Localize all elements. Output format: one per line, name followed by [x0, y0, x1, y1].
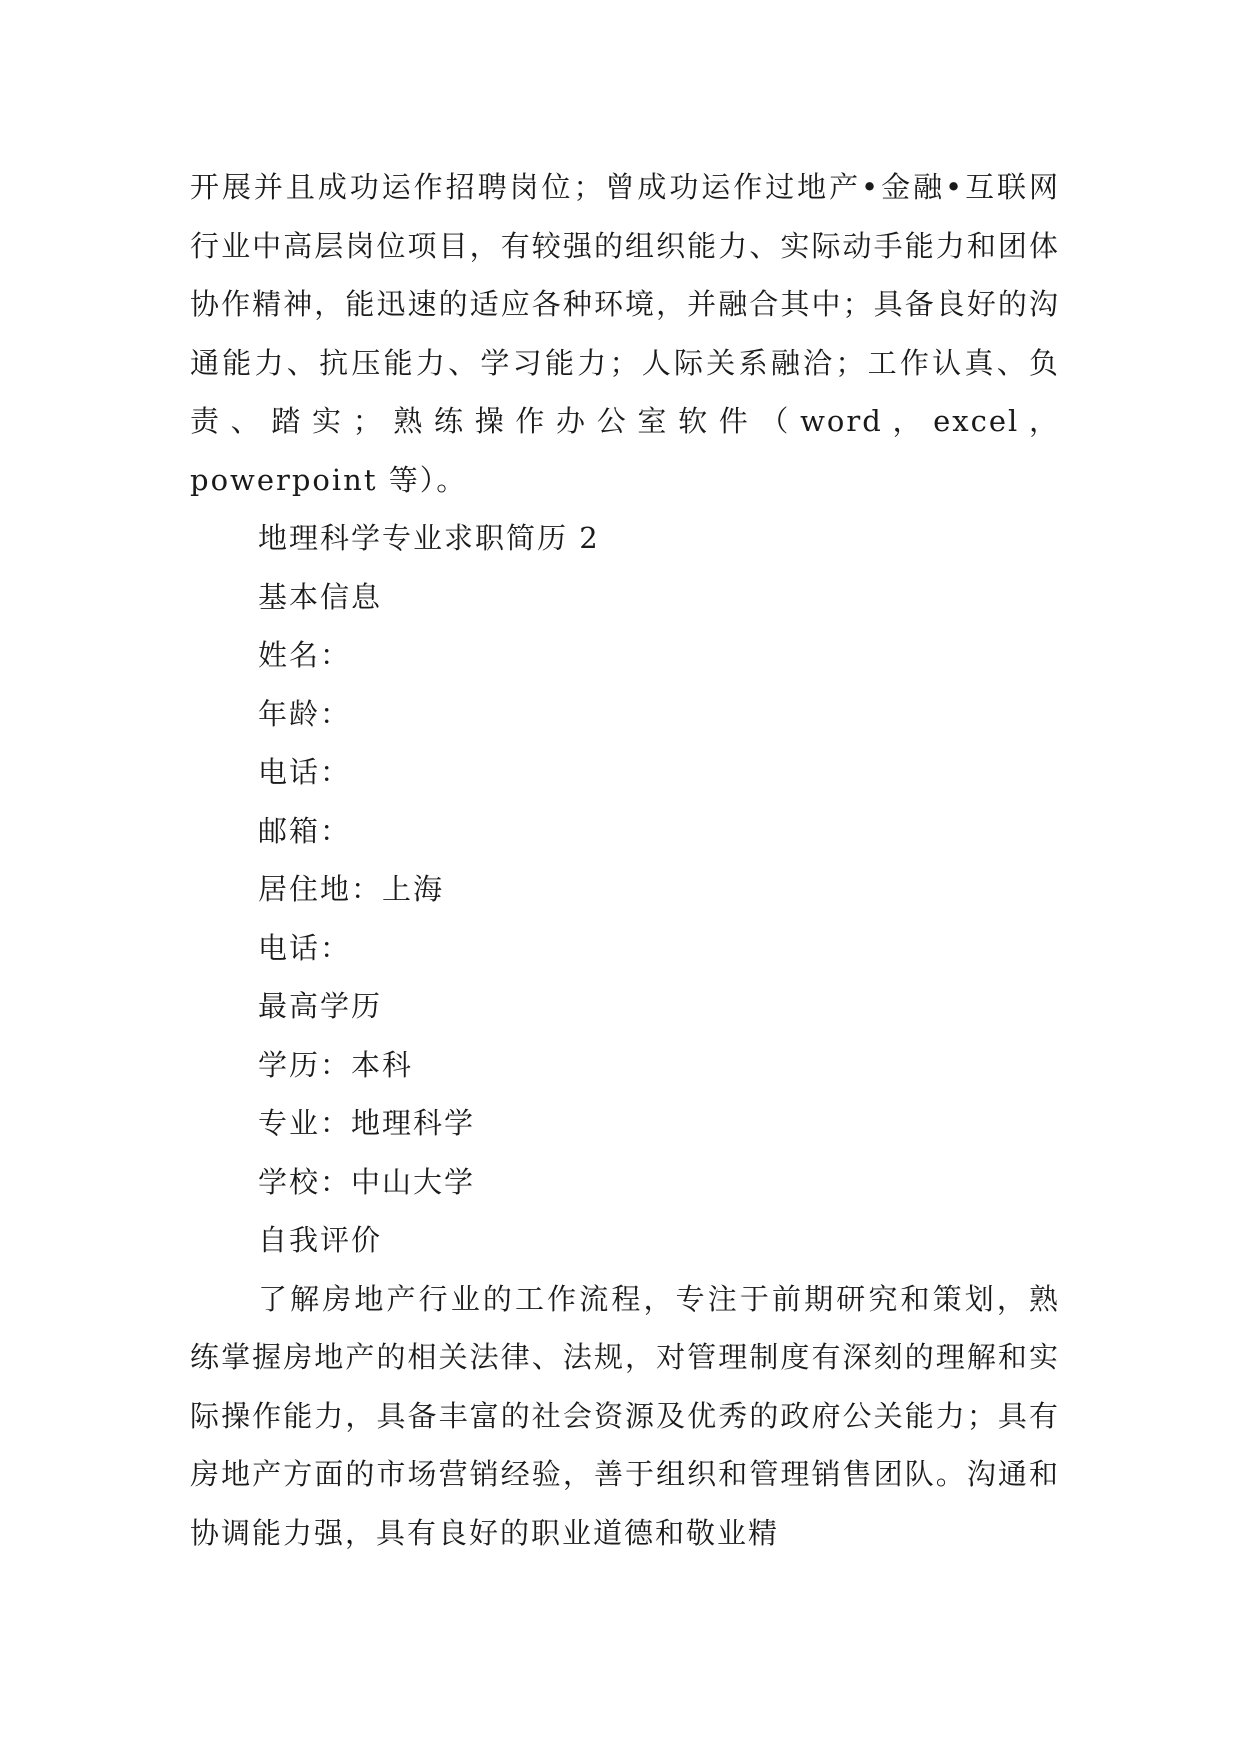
- resume-title: 地理科学专业求职简历 2: [258, 521, 600, 555]
- degree-line: 学历：本科: [258, 1047, 414, 1082]
- major-line: 专业：地理科学: [258, 1106, 476, 1140]
- intro-paragraph: 开展并且成功运作招聘岗位；曾成功运作过地产•金融•互联网行业中高层岗位项目，有较强的组织能力、实际动手能力和团体协作精神，能迅速的适应各种环境，并融合其中；具备良好的沟通能力、抗压能力、学习能力；人际关系融洽；工作认真、负责、踏实；熟练操作办公室软件（word，excel，powerpoint 等）。: [190, 170, 1060, 497]
- education-heading: 最高学历: [258, 989, 383, 1023]
- phone-label: 电话：: [258, 755, 352, 789]
- name-label: 姓名：: [258, 638, 352, 672]
- school-line: 学校：中山大学: [258, 1164, 476, 1199]
- document-body: [190, 158, 1060, 1562]
- phone-label-2: 电话：: [258, 930, 352, 965]
- basic-info-heading: 基本信息: [258, 579, 383, 614]
- age-label: 年龄：: [258, 696, 352, 731]
- self-eval-heading: 自我评价: [258, 1223, 383, 1257]
- residence-line: 居住地：上海: [258, 872, 445, 906]
- email-label: 邮箱：: [258, 813, 352, 848]
- self-eval-paragraph: 了解房地产行业的工作流程，专注于前期研究和策划，熟练掌握房地产的相关法律、法规，对管理制度有深刻的理解和实际操作能力，具备丰富的社会资源及优秀的政府公关能力；具有房地产方面的市场营销经验，善于组织和管理销售团队。沟通和协调能力强，具有良好的职业道德和敬业精: [190, 1281, 1060, 1550]
